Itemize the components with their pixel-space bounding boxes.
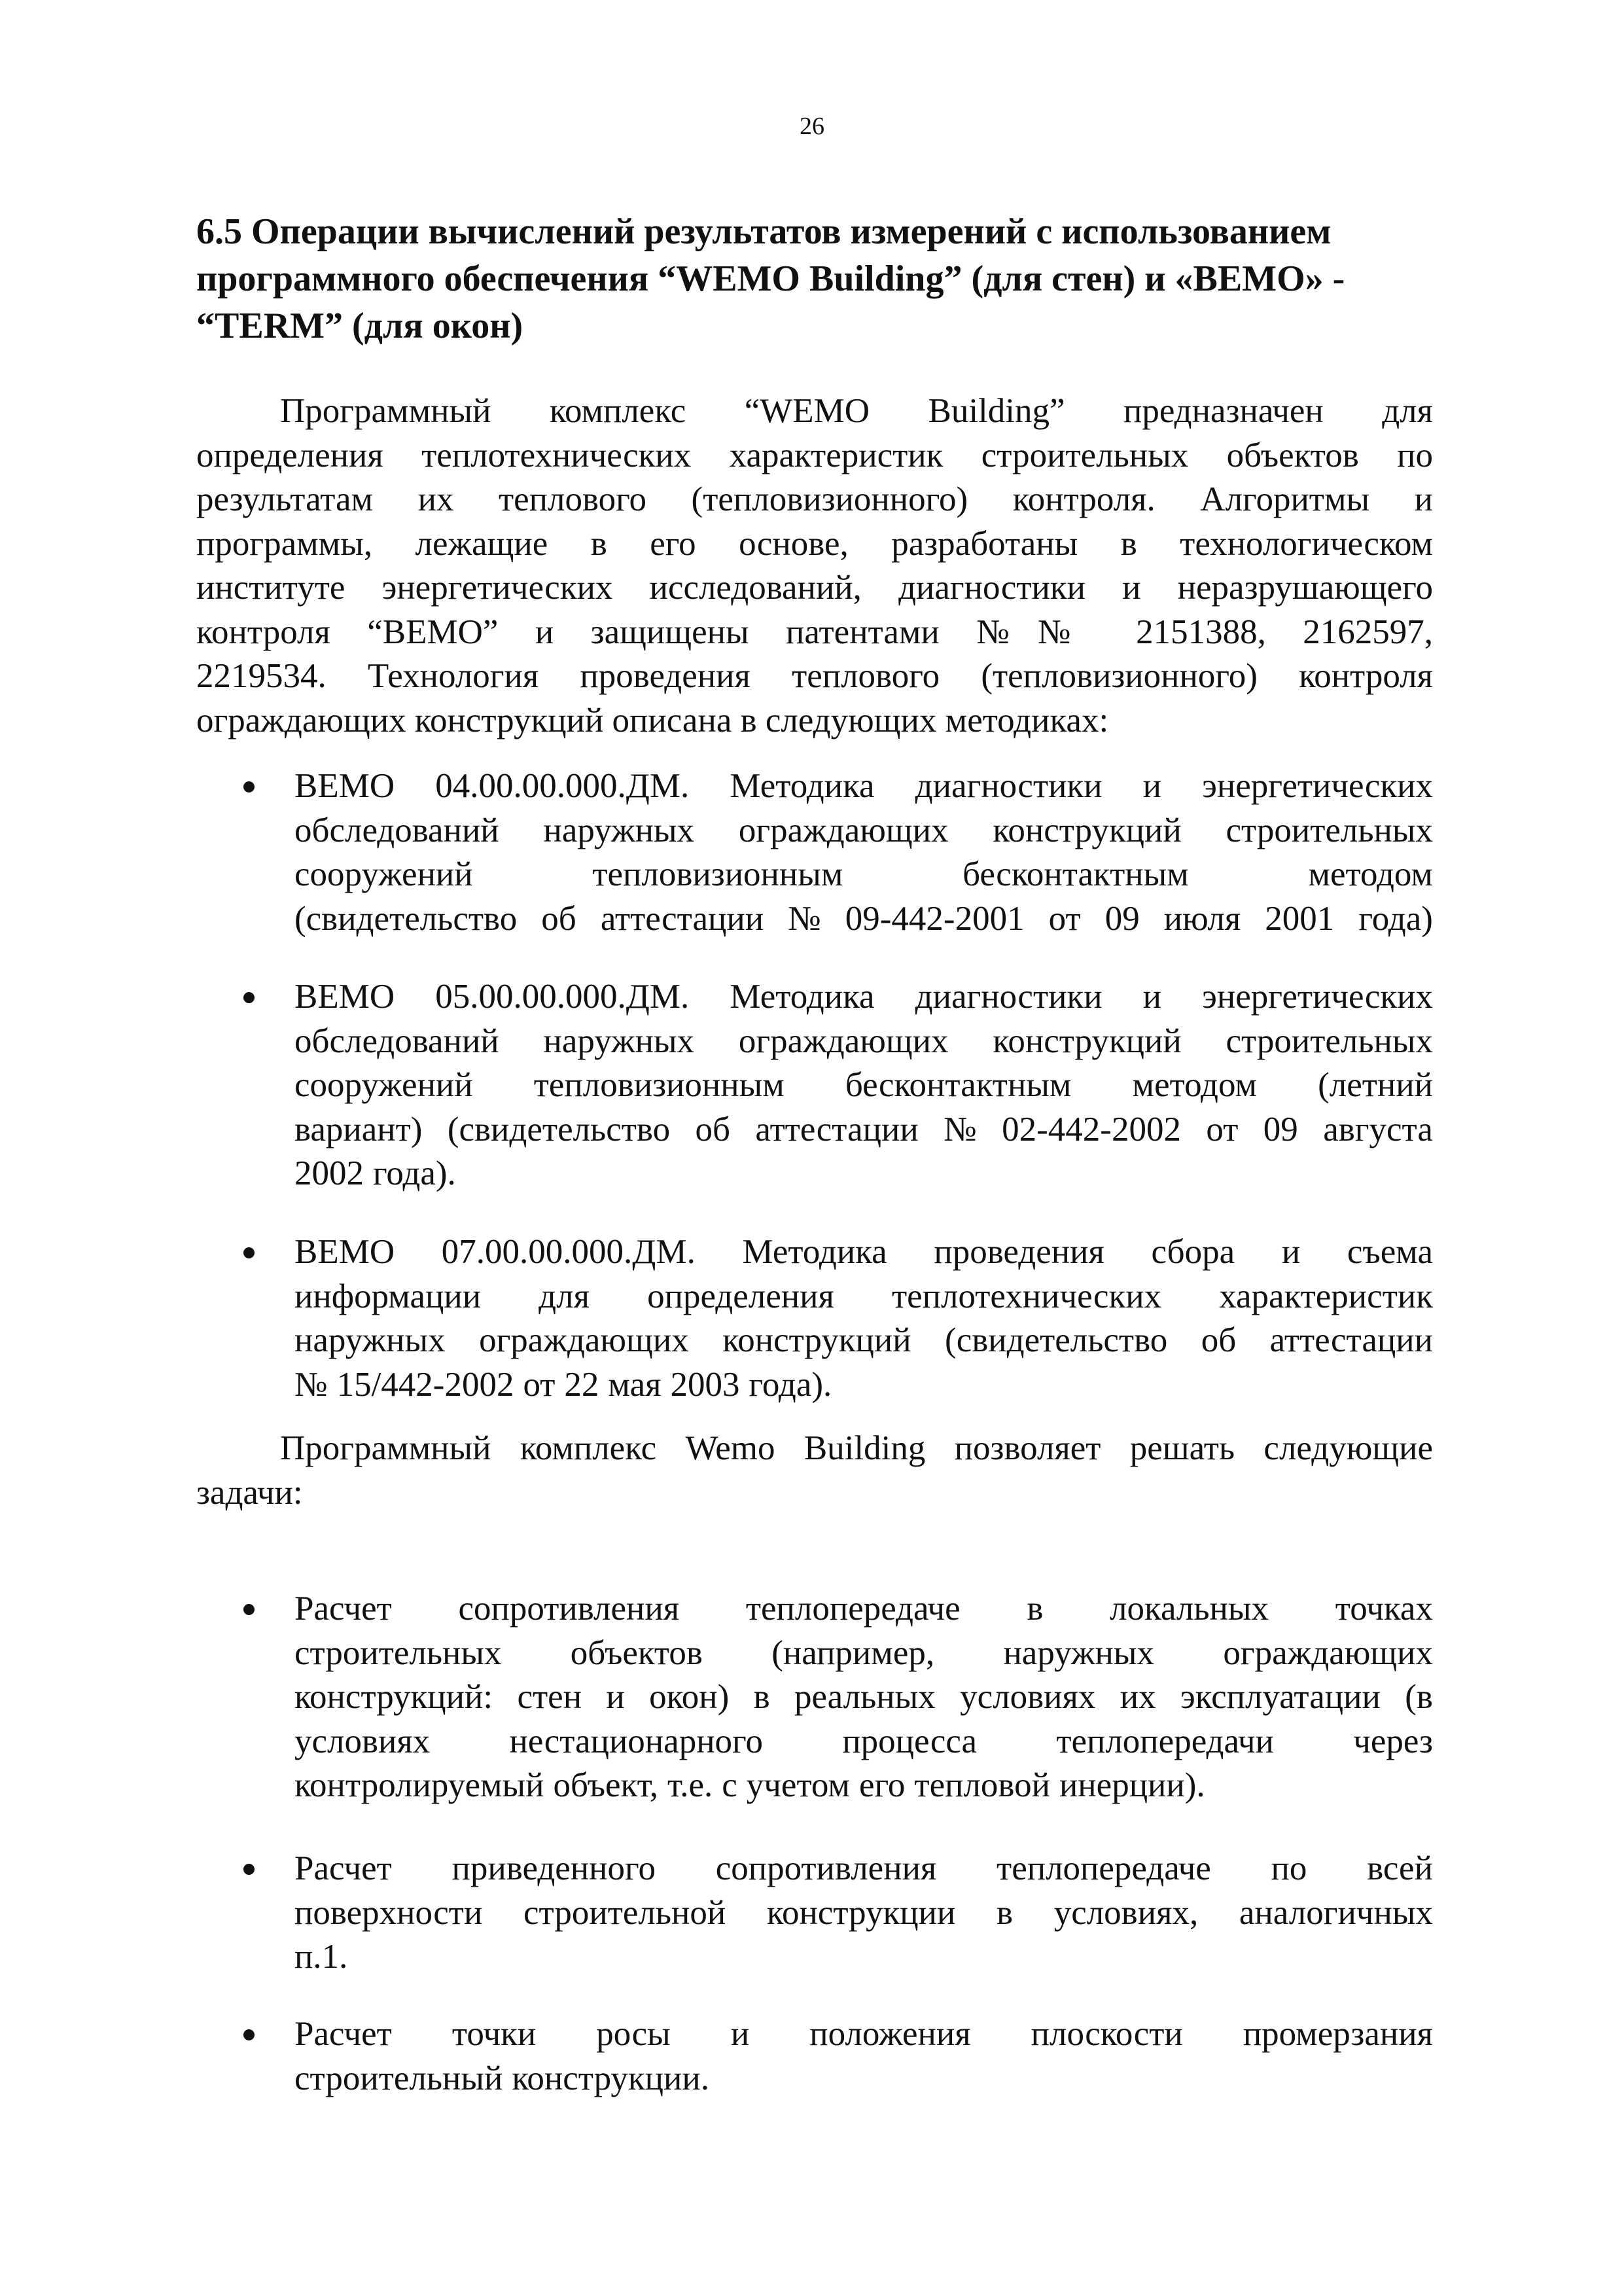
word: энергетических xyxy=(1202,767,1433,805)
word: № xyxy=(294,1365,328,1404)
word: ВЕМО xyxy=(294,1233,395,1271)
intro-paragraph xyxy=(196,389,1433,743)
word: (например, xyxy=(771,1633,935,1672)
list-item-line xyxy=(294,1720,1433,1764)
word: п.1. xyxy=(294,1938,348,1976)
word: 05.00.00.000.ДМ. xyxy=(435,978,690,1016)
list-item-line xyxy=(294,764,1433,809)
paragraph-line: результатам их теплового (тепловизионного) контроля. Алгоритмы и xyxy=(196,480,1433,518)
paragraph-line: Программный комплекс “WEMO Building” предназначен для xyxy=(280,392,1433,430)
word: нестационарного xyxy=(509,1722,763,1760)
word: строительных xyxy=(1226,811,1433,849)
word: окон) xyxy=(649,1678,730,1716)
paragraph-line: Программный комплекс Wemo Building позволяет решать следующие xyxy=(280,1429,1433,1467)
paragraph-line: контроля “ВЕМО” и защищены патентами №№ 2151388, 2162597, xyxy=(196,613,1433,651)
bullet-icon xyxy=(243,1247,255,1258)
word: условиях xyxy=(960,1678,1096,1716)
word: определения xyxy=(647,1277,834,1315)
word: стен xyxy=(517,1678,582,1716)
word: Методика xyxy=(730,978,875,1016)
word: в xyxy=(753,1678,770,1716)
word: сбора xyxy=(1151,1233,1235,1271)
word: теплопередаче xyxy=(997,1849,1211,1887)
word: (свидетельство xyxy=(294,899,518,938)
word: (летний xyxy=(1318,1066,1433,1104)
list-item-text xyxy=(294,2012,1433,2101)
word: условиях xyxy=(294,1722,431,1760)
list-item-line xyxy=(294,1275,1433,1319)
word: № xyxy=(944,1110,977,1148)
word: 09 xyxy=(1104,899,1140,938)
word: 09-442-2001 xyxy=(845,899,1025,938)
word: в xyxy=(997,1893,1014,1932)
word: аналогичных xyxy=(1239,1893,1433,1932)
word: методом xyxy=(1132,1066,1258,1104)
word: положения xyxy=(809,2015,971,2053)
word: Расчет xyxy=(294,2015,392,2053)
word: года) xyxy=(1358,899,1433,938)
word: обследований xyxy=(294,1022,499,1060)
word: и xyxy=(1142,767,1162,805)
bullet-icon xyxy=(243,1864,255,1875)
bullet-icon xyxy=(243,992,255,1003)
paragraph-line: ограждающих конструкций описана в следующих методиках: xyxy=(196,701,1109,739)
word: методом xyxy=(1308,855,1433,893)
word: № xyxy=(788,899,821,938)
word: локальных xyxy=(1110,1590,1269,1628)
word: наружных xyxy=(543,811,695,849)
word: процесса xyxy=(842,1722,978,1760)
word: и xyxy=(730,2015,750,2053)
word: теплотехнических xyxy=(891,1277,1162,1315)
list-item-line xyxy=(294,853,1433,897)
word: и xyxy=(1142,978,1162,1016)
list-item-line xyxy=(294,1935,1433,1980)
word: характеристик xyxy=(1219,1277,1433,1315)
word: конструкций xyxy=(993,1022,1182,1060)
list-item-text xyxy=(294,764,1433,941)
section-heading xyxy=(196,208,1439,349)
word: поверхности xyxy=(294,1893,483,1932)
list-item-text xyxy=(294,1230,1433,1407)
list-item-line xyxy=(294,1363,1433,1408)
word: от xyxy=(523,1365,556,1404)
bullet-icon xyxy=(243,2029,255,2040)
list-item-line xyxy=(294,1020,1433,1064)
word: ограждающих xyxy=(1223,1633,1433,1672)
word: 22 xyxy=(564,1365,599,1404)
word: росы xyxy=(596,2015,671,2053)
word: строительных xyxy=(1226,1022,1433,1060)
bullet-icon xyxy=(243,1604,255,1615)
word: сооружений xyxy=(294,1066,473,1104)
word: промерзания xyxy=(1243,2015,1433,2053)
word: 07.00.00.000.ДМ. xyxy=(441,1233,696,1271)
word: мая xyxy=(608,1365,662,1404)
paragraph-line: определения теплотехнических характеристик строительных объектов по xyxy=(196,436,1433,474)
word: ВЕМО xyxy=(294,767,395,805)
word: 02-442-2002 xyxy=(1002,1110,1181,1148)
tasks-intro-paragraph xyxy=(196,1427,1433,1515)
word: аттестации xyxy=(600,899,764,938)
word: аттестации xyxy=(1269,1321,1433,1359)
word: через xyxy=(1353,1722,1433,1760)
list-item-line xyxy=(294,2057,1433,2101)
word: тепловой xyxy=(914,1766,1050,1804)
word: обследований xyxy=(294,811,499,849)
word: ограждающих xyxy=(738,811,949,849)
bullet-icon xyxy=(243,781,255,792)
word: аттестации xyxy=(755,1110,919,1148)
word: всей xyxy=(1367,1849,1433,1887)
list-item-line xyxy=(294,975,1433,1020)
word: от xyxy=(1206,1110,1239,1148)
list-item-line xyxy=(294,1847,1433,1891)
word: информации xyxy=(294,1277,482,1315)
word: 2002 xyxy=(294,1154,364,1192)
word: бесконтактным xyxy=(845,1066,1072,1104)
word: теплопередачи xyxy=(1056,1722,1274,1760)
word: объектов xyxy=(570,1633,703,1672)
list-item-line xyxy=(294,1063,1433,1108)
word: августа xyxy=(1323,1110,1433,1148)
paragraph-line: 2219534. Технология проведения теплового (тепловизионного) контроля xyxy=(196,657,1433,695)
word: об xyxy=(541,899,576,938)
word: 15/442-2002 xyxy=(336,1365,514,1404)
word: строительных xyxy=(294,1633,502,1672)
heading-line: 6.5 Операции вычислений результатов измерений с использованием xyxy=(196,211,1332,252)
word: Методика xyxy=(730,767,875,805)
word: проведения xyxy=(934,1233,1104,1271)
word: учетом xyxy=(746,1766,850,1804)
word: конструкций: xyxy=(294,1678,493,1716)
word: тепловизионным xyxy=(592,855,843,893)
word: точках xyxy=(1335,1590,1433,1628)
list-item-line xyxy=(294,1152,1433,1196)
word: т.е. xyxy=(667,1766,713,1804)
word: Расчет xyxy=(294,1849,392,1887)
word: его xyxy=(858,1766,906,1804)
word: контролируемый xyxy=(294,1766,544,1804)
word: съема xyxy=(1347,1233,1433,1271)
word: ВЕМО xyxy=(294,978,395,1016)
list-item-text xyxy=(294,1847,1433,1980)
word: конструкций xyxy=(722,1321,911,1359)
word: строительный xyxy=(294,2059,503,2097)
list-item-line xyxy=(294,1230,1433,1275)
word: объект, xyxy=(553,1766,659,1804)
word: сопротивления xyxy=(715,1849,937,1887)
list-item-line xyxy=(294,1675,1433,1720)
word: с xyxy=(722,1766,737,1804)
word: диагностики xyxy=(915,767,1103,805)
word: строительной xyxy=(523,1893,726,1932)
word: 09 xyxy=(1263,1110,1298,1148)
list-item-line xyxy=(294,897,1433,942)
word: теплопередаче xyxy=(745,1590,961,1628)
page-number: 26 xyxy=(800,113,824,140)
word: для xyxy=(538,1277,590,1315)
word: в xyxy=(1027,1590,1044,1628)
paragraph-line: задачи: xyxy=(196,1473,303,1512)
word: об xyxy=(1201,1321,1237,1359)
word: года). xyxy=(373,1154,456,1192)
word: по xyxy=(1271,1849,1307,1887)
list-item-line xyxy=(294,1587,1433,1631)
word: плоскости xyxy=(1031,2015,1183,2053)
word: июля xyxy=(1163,899,1241,938)
word: ограждающих xyxy=(479,1321,689,1359)
word: наружных xyxy=(294,1321,446,1359)
word: сооружений xyxy=(294,855,473,893)
word: реальных xyxy=(794,1678,936,1716)
list-item-text xyxy=(294,1587,1433,1808)
word: инерции). xyxy=(1059,1766,1205,1804)
list-item-line xyxy=(294,1319,1433,1363)
word: 04.00.00.000.ДМ. xyxy=(435,767,690,805)
word: точки xyxy=(451,2015,537,2053)
word: вариант) xyxy=(294,1110,423,1148)
word: Методика xyxy=(742,1233,887,1271)
word: (свидетельство xyxy=(945,1321,1168,1359)
word: эксплуатации xyxy=(1180,1678,1381,1716)
heading-line: “TERM” (для окон) xyxy=(196,306,523,346)
list-item-line xyxy=(294,1108,1433,1152)
word: Расчет xyxy=(294,1590,392,1628)
list-item-text xyxy=(294,975,1433,1196)
word: бесконтактным xyxy=(962,855,1189,893)
word: наружных xyxy=(543,1022,695,1060)
word: энергетических xyxy=(1202,978,1433,1016)
word: года). xyxy=(749,1365,832,1404)
heading-line: программного обеспечения “WEMO Building” (для стен) и «ВЕМО» - xyxy=(196,258,1345,299)
paragraph-line: институте энергетических исследований, диагностики и неразрушающего xyxy=(196,569,1433,607)
word: ограждающих xyxy=(738,1022,949,1060)
word: (в xyxy=(1405,1678,1433,1716)
word: диагностики xyxy=(915,978,1103,1016)
word: приведенного xyxy=(451,1849,656,1887)
word: их xyxy=(1120,1678,1156,1716)
word: от xyxy=(1048,899,1081,938)
word: 2001 xyxy=(1265,899,1335,938)
list-item-line xyxy=(294,1891,1433,1936)
list-item-line xyxy=(294,809,1433,853)
list-item-line xyxy=(294,1764,1433,1808)
word: и xyxy=(1281,1233,1301,1271)
word: 2003 xyxy=(670,1365,740,1404)
word: наружных xyxy=(1003,1633,1155,1672)
word: конструкций xyxy=(993,811,1182,849)
list-item-line xyxy=(294,1631,1433,1676)
word: конструкции. xyxy=(512,2059,709,2097)
paragraph-line: программы, лежащие в его основе, разработаны в технологическом xyxy=(196,524,1433,563)
word: условиях, xyxy=(1053,1893,1199,1932)
word: конструкции xyxy=(766,1893,956,1932)
word: тепловизионным xyxy=(533,1066,785,1104)
word: (свидетельство xyxy=(447,1110,671,1148)
word: сопротивления xyxy=(458,1590,680,1628)
word: об xyxy=(695,1110,730,1148)
list-item-line xyxy=(294,2012,1433,2057)
word: и xyxy=(606,1678,625,1716)
